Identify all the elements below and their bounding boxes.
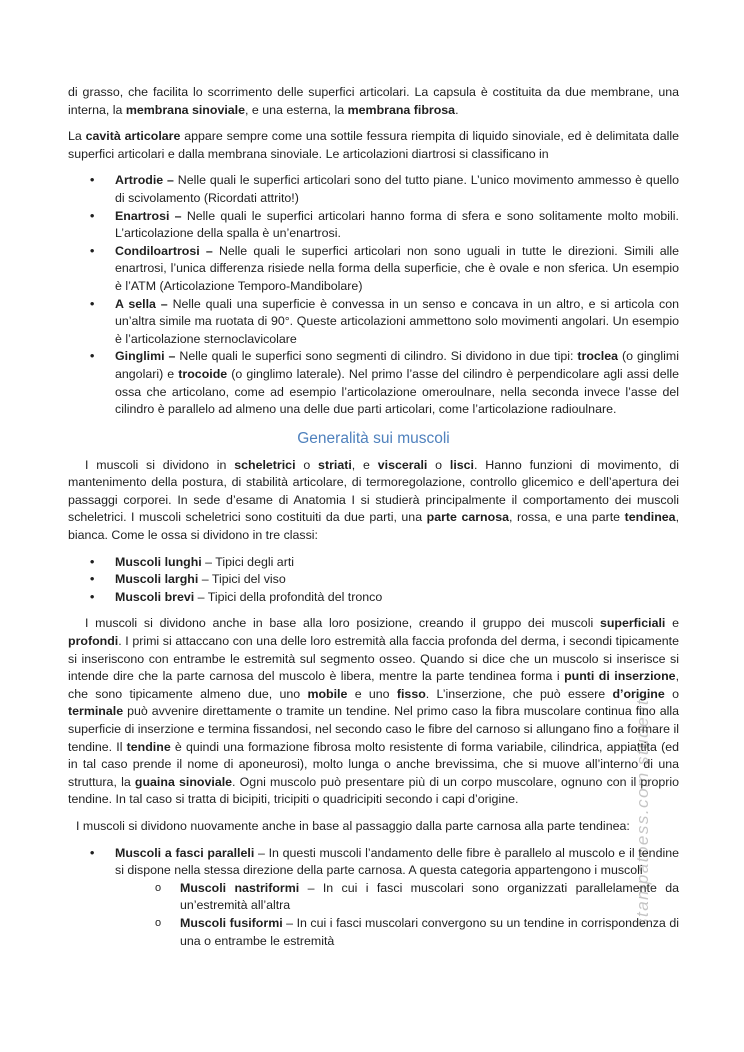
bold-text: Muscoli brevi bbox=[115, 589, 195, 604]
bold-text: Ginglimi – bbox=[115, 349, 180, 364]
bold-text: mobile bbox=[307, 686, 348, 701]
bold-text: cavità articolare bbox=[85, 129, 181, 144]
bold-text: Enartrosi – bbox=[115, 208, 187, 223]
bold-text: parte carnosa bbox=[426, 510, 509, 525]
bullet-item: • Muscoli larghi – Tipici del viso bbox=[68, 571, 679, 589]
bold-text: Muscoli larghi bbox=[115, 572, 199, 587]
watermark-text: stampatoess.com studenti bbox=[633, 693, 652, 927]
bold-text: viscerali bbox=[377, 457, 428, 472]
bold-text: lisci bbox=[449, 457, 474, 472]
bold-text: superficiali bbox=[599, 616, 666, 631]
bold-text: d’origine bbox=[612, 686, 665, 701]
bullet-item: • Muscoli lunghi – Tipici degli arti bbox=[68, 554, 679, 572]
bold-text: membrana fibrosa bbox=[347, 102, 456, 117]
bold-text: Muscoli nastriformi bbox=[180, 880, 300, 895]
paragraph: I muscoli si dividono nuovamente anche in base al passaggio dalla parte carnosa alla parte tendinea: bbox=[76, 818, 630, 833]
bold-text: fisso bbox=[396, 686, 426, 701]
paragraph: di grasso, che facilita lo scorrimento delle superfici articolari. La capsula è costituita da due membrane, una interna, la membrana sinoviale, e una esterna, la membrana fibrosa. bbox=[68, 85, 679, 117]
paragraph: La cavità articolare appare sempre come una sottile fessura riempita di liquido sinoviale, ed è delimitata dalle superfici articolari e dalla membrana sinoviale. Le articolazioni diartrosi si classificano in bbox=[68, 129, 679, 161]
paragraph: I muscoli si dividono in scheletrici o striati, e viscerali o lisci. Hanno funzioni di movimento, di mantenimento della postura, di stabilità articolare, di termoregolazione, controllo glicemico e dell’apertura dei passaggi corporei. In sede d’esame di Anatomia I si studierà principalmente il comportamento dei muscoli scheletrici. I muscoli scheletrici sono costituiti da due parti, una parte carnosa, rossa, e una parte tendinea, bianca. Come le ossa si dividono in tre classi: bbox=[68, 457, 680, 543]
sub-bullet-item: o Muscoli fusiformi – In cui i fasci muscolari convergono su un tendine in corrispondenza di una o entrambe le estremità bbox=[68, 915, 679, 950]
bold-text: punti di inserzione bbox=[564, 669, 676, 684]
bullet-list bbox=[68, 172, 679, 418]
document-body bbox=[68, 84, 679, 959]
bullet-item: • Condiloartrosi – Nelle quali le superfici articolari non sono uguali in tutte le direzioni. Simili alle enartrosi, l’unica differenza risiede nella forma della superficie, che è ovale e non sferica. Un esempio è l’ATM (Articolazione Temporo-Mandibolare) bbox=[68, 243, 679, 296]
bold-text: Muscoli fusiformi bbox=[180, 915, 283, 930]
bullet-item: • A sella – Nelle quali una superficie è convessa in un senso e concava in un altro, e si articola con un’altra simile ma ruotata di 90°. Queste articolazioni ammettono solo movimenti angolari. Un esempio è l’articolazione sternoclavicolare bbox=[68, 296, 679, 349]
bold-text: Condiloartrosi – bbox=[115, 243, 219, 258]
bold-text: tendinea bbox=[624, 510, 676, 525]
bullet-item: • Muscoli a fasci paralleli – In questi muscoli l’andamento delle fibre è parallelo al muscolo e il tendine si dispone nella stessa direzione della parte carnosa. A questa categoria appartengono i muscoli bbox=[68, 845, 679, 880]
bold-text: Muscoli a fasci paralleli bbox=[115, 845, 255, 860]
bold-text: Muscoli lunghi bbox=[115, 554, 202, 569]
bold-text: tendine bbox=[126, 739, 171, 754]
section-heading: Generalità sui muscoli bbox=[297, 429, 450, 447]
bold-text: membrana sinoviale bbox=[125, 102, 245, 117]
bold-text: troclea bbox=[577, 349, 619, 364]
bullet-list bbox=[68, 554, 679, 607]
bold-text: profondi bbox=[68, 634, 119, 649]
bullet-item: • Muscoli brevi – Tipici della profondità del tronco bbox=[68, 589, 679, 607]
bullet-item: • Enartrosi – Nelle quali le superfici articolari hanno forma di sfera e sono solitamente molto mobili. L’articolazione della spalla è un’enartrosi. bbox=[68, 208, 679, 243]
bold-text: A sella – bbox=[115, 296, 173, 311]
bold-text: trocoide bbox=[178, 366, 228, 381]
bold-text: guaina sinoviale bbox=[134, 774, 233, 789]
paragraph: I muscoli si dividono anche in base alla loro posizione, creando il gruppo dei muscoli superficiali e profondi. I primi si attaccano con una delle loro estremità alla faccia profonda del derma, i secondi tipicamente si inseriscono con entrambe le estremità sul segmento osseo. Quando si dice che un muscolo si inserisce si intende dire che la parte carnosa del muscolo è libera, mentre la parte tendinea forma i punti di inserzione, che sono tipicamente almeno due, uno mobile e uno fisso. L’inserzione, che può essere d’origine o terminale può avvenire direttamente o tramite un tendine. Nel primo caso la fibra muscolare continua fino alla superficie di inserzione e termina fissandosi, nel secondo caso le fibre del carnoso si allungano fino a formare il tendine. Il tendine è quindi una formazione fibrosa molto resistente di forma variabile, cilindrica, appiattita (ed in tal caso prende il nome di aponeurosi), molto lunga o anche brevissima, che si muove all’interno di una struttura, la guaina sinoviale. Ogni muscolo può presentare più di un corpo muscolare, ognuno con il proprio tendine. In tal caso si tratta di bicipiti, tricipiti o quadricipiti secondo i capi d’origine. bbox=[68, 616, 680, 807]
sub-bullet-item: o Muscoli nastriformi – In cui i fasci muscolari sono organizzati parallelamente da un’estremità all’altra bbox=[68, 880, 679, 915]
bold-text: scheletrici bbox=[234, 457, 296, 472]
bold-text: terminale bbox=[68, 704, 124, 719]
bullet-list bbox=[68, 845, 679, 951]
bold-text: Artrodie – bbox=[115, 173, 178, 188]
bold-text: striati bbox=[318, 457, 352, 472]
bullet-item: • Artrodie – Nelle quali le superfici articolari sono del tutto piane. L’unico movimento ammesso è quello di scivolamento (Ricordati attrito!) bbox=[68, 172, 679, 207]
bullet-item: • Ginglimi – Nelle quali le superfici sono segmenti di cilindro. Si dividono in due tipi: troclea (o ginglimi angolari) e trocoide (o ginglimo laterale). Nel primo l’asse del cilindro è perpendicolare agli assi delle ossa che articolano, come ad esempio l’articolazione omeroulnare, nella seconda invece l’asse del cilindro è parallelo ad almeno una delle due parti articolari, come l’articolazione radioulnare. bbox=[68, 348, 679, 418]
